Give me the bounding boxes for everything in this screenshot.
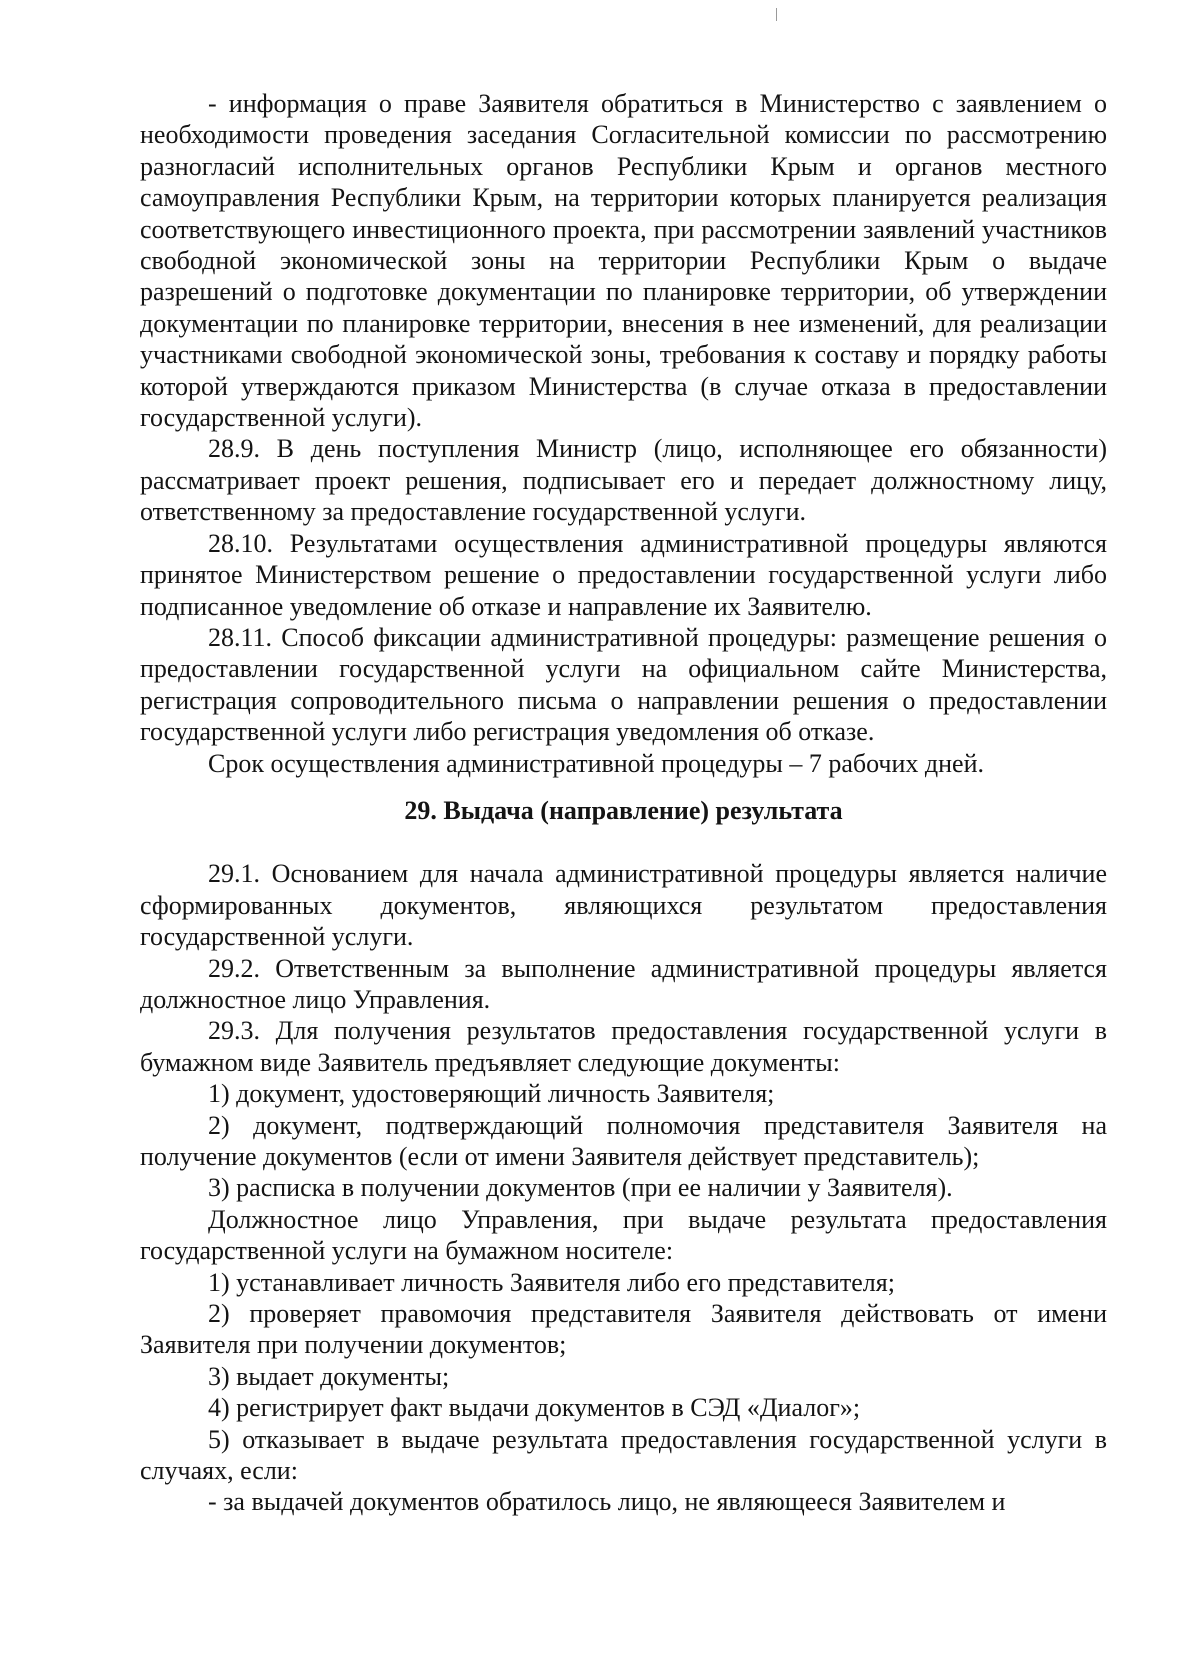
list-item-establish-identity: 1) устанавливает личность Заявителя либо его представителя; [208,1267,895,1297]
list-item-issue-documents: 3) выдает документы; [208,1361,450,1391]
list-item-identity-document: 1) документ, удостоверяющий личность Заявителя; [208,1079,775,1109]
page-edge-mark [776,8,777,21]
paragraph-procedure-term: Срок осуществления административной процедуры – 7 рабочих дней. [208,748,985,778]
paragraph-official-actions: Должностное лицо Управления, при выдаче результата предоставления государственной услуги на бумажном носителе: [140,1204,1107,1266]
paragraph-28-9: 28.9. В день поступления Министр (лицо, исполняющее его обязанности) рассматривает проект решения, подписывает его и передает должностному лицу, ответственному за предоставление государственной услуги. [140,434,1107,527]
list-item-non-applicant: - за выдачей документов обратилось лицо, не являющееся Заявителем и [208,1487,1006,1517]
paragraph-28-11: 28.11. Способ фиксации административной процедуры: размещение решения о предоставлении государственной услуги на официальном сайте Министерства, регистрация сопроводительного письма о направлении решения о предоставлении государственной услуги либо регистрация уведомления об отказе. [140,622,1107,747]
list-item-receipt: 3) расписка в получении документов (при ее наличии у Заявителя). [208,1173,953,1203]
list-item-refuse-issue: 5) отказывает в выдаче результата предоставления государственной услуги в случаях, если: [140,1424,1107,1486]
paragraph-29-2: 29.2. Ответственным за выполнение административной процедуры является должностное лицо Управления. [140,953,1107,1014]
paragraph-29-3: 29.3. Для получения результатов предоставления государственной услуги в бумажном виде Заявитель предъявляет следующие документы: [140,1016,1107,1077]
list-item-check-authority: 2) проверяет правомочия представителя Заявителя действовать от имени Заявителя при получении документов; [140,1299,1107,1360]
list-item-register-issue: 4) регистрирует факт выдачи документов в СЭД «Диалог»; [208,1393,861,1423]
document-body [140,88,1107,1518]
section-heading: 29. Выдача (направление) результата [404,795,843,825]
paragraph-information-right: - информация о праве Заявителя обратиться в Министерство с заявлением о необходимости проведения заседания Согласительной комиссии по рассмотрению разногласий исполнительных органов Республики Крым и органов местного самоуправления Республики Крым, на территории которых планируется реализация соответствующего инвестиционного проекта, при рассмотрении заявлений участников свободной экономической зоны на территории Республики Крым о выдаче разрешений о подготовке документации по планировке территории, об утверждении документации по планировке территории, внесения в нее изменений, для реализации участниками свободной экономической зоны, требования к составу и порядку работы которой утверждаются приказом Министерства (в случае отказа в предоставлении государственной услуги). [140,89,1107,433]
paragraph-29-1: 29.1. Основанием для начала административной процедуры является наличие сформированных документов, являющихся результатом предоставления государственной услуги. [140,859,1107,952]
paragraph-28-10: 28.10. Результатами осуществления административной процедуры являются принятое Министерством решение о предоставлении государственной услуги либо подписанное уведомление об отказе и направление их Заявителю. [140,528,1107,621]
list-item-authority-document: 2) документ, подтверждающий полномочия представителя Заявителя на получение документов (если от имени Заявителя действует представитель); [140,1110,1107,1171]
